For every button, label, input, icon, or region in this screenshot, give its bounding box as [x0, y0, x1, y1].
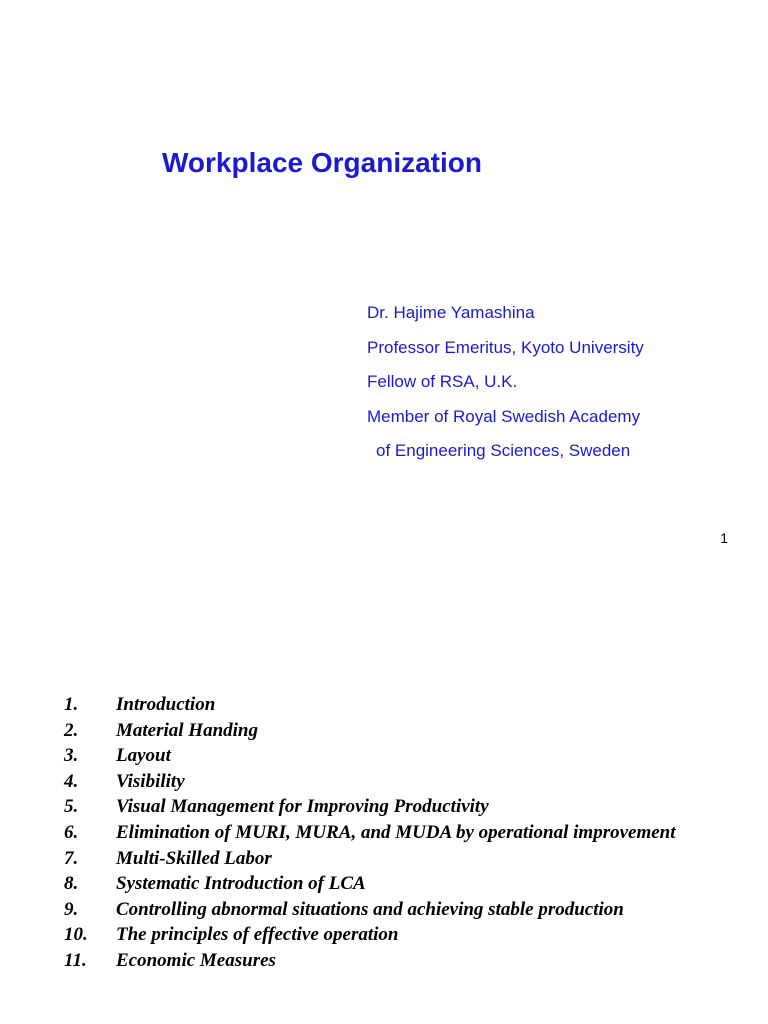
toc-item-lca [64, 873, 754, 894]
author-membership: Member of Royal Swedish Academy [367, 406, 641, 426]
toc-item-effective-operation [64, 924, 754, 945]
toc-item-multi-skilled-labor [64, 848, 754, 869]
toc-item-elimination [64, 822, 754, 843]
author-block [367, 300, 644, 473]
toc-item-text: Layout [116, 745, 171, 767]
toc-item-number: 6. [64, 821, 79, 843]
toc-item-text: Systematic Introduction of LCA [116, 873, 366, 895]
toc-item-abnormal-situations [64, 899, 754, 920]
toc-item-number: 11. [64, 949, 87, 971]
toc-item-number: 1. [64, 694, 79, 715]
toc-item-text: Visibility [116, 770, 185, 792]
toc-item-number: 5. [64, 796, 79, 818]
toc-item-economic-measures [64, 950, 754, 971]
toc-item-layout [64, 745, 754, 766]
table-of-contents [64, 694, 754, 976]
author-membership-continued: of Engineering Sciences, Sweden [376, 441, 631, 461]
toc-item-introduction [64, 694, 754, 715]
toc-item-text: Elimination of MURI, MURA, and MUDA by operational improvement [116, 821, 676, 843]
toc-item-number: 3. [64, 745, 79, 767]
toc-item-number: 9. [64, 898, 79, 920]
author-position: Professor Emeritus, Kyoto University [367, 337, 644, 357]
toc-item-visibility [64, 771, 754, 792]
toc-item-text: Controlling abnormal situations and achieving stable production [116, 898, 624, 920]
toc-item-text: Multi-Skilled Labor [116, 847, 272, 869]
toc-item-text: Visual Management for Improving Productivity [116, 796, 489, 818]
toc-item-text: The principles of effective operation [116, 924, 399, 946]
toc-item-number: 2. [64, 719, 79, 741]
toc-item-number: 4. [64, 770, 79, 792]
page-number: 1 [720, 530, 728, 546]
author-name: Dr. Hajime Yamashina [367, 303, 535, 322]
author-fellowship: Fellow of RSA, U.K. [367, 372, 518, 392]
toc-item-material-handing [64, 720, 754, 741]
slide-title: Workplace Organization [162, 147, 482, 178]
toc-item-number: 7. [64, 847, 79, 869]
toc-item-number: 10. [64, 924, 88, 946]
toc-item-text: Economic Measures [116, 949, 276, 971]
toc-item-visual-management [64, 796, 754, 817]
toc-item-text: Material Handing [116, 719, 258, 741]
toc-item-text: Introduction [116, 694, 216, 715]
toc-item-number: 8. [64, 873, 79, 895]
